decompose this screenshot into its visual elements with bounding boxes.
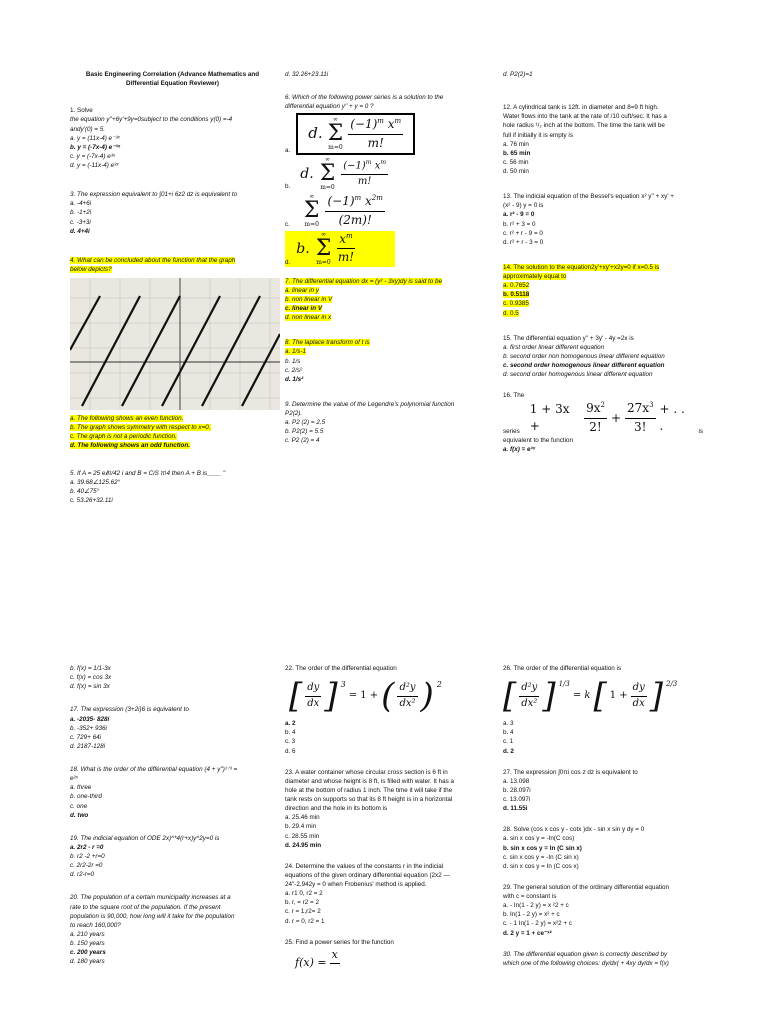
q1-stem: 1. Solve — [70, 107, 93, 115]
question-9 — [285, 400, 490, 446]
q22-equation: [ $\frac{dy}{dx}$ ] $^3$ = 1 + ( $\frac{\text{d²y}}{\text{dx²}}$ ) $^2$ — [289, 676, 442, 717]
q22-option-d: d. 6 — [285, 747, 296, 755]
question-28 — [503, 825, 703, 871]
question-20 — [70, 893, 275, 966]
question-26 — [503, 664, 703, 756]
periodic-graph-image — [70, 278, 280, 410]
q17-option-a: a. -2035- 828i — [70, 715, 110, 723]
question-29 — [503, 883, 703, 938]
q27-option-b: b. 28.097i — [503, 786, 531, 794]
q28-option-b: b. sin x cos y = In (C sin x) — [503, 844, 582, 852]
q1-option-b: b. y = (-7x-4) e⁻³ˣ — [70, 143, 121, 151]
q1-option-a: a. y = (11x-4) e⁻³ˣ — [70, 134, 120, 142]
q23-stem-4: tank rests on supports so that its 8 ft height is in a horizontal — [285, 796, 453, 803]
den: (2m)! — [338, 212, 372, 227]
q6-option-d — [285, 231, 395, 267]
q13-option-d: d. r² + r - 3 = 0 — [503, 238, 544, 246]
q4-option-a: a. The following shows an even function. — [70, 415, 184, 422]
q27-option-d: d. 11.55i — [503, 805, 528, 813]
q30-stem: 30. The differential equation given is correctly described by — [503, 950, 668, 958]
q9-stem-2: P2(2). — [285, 410, 303, 418]
q23-option-b: b. 29.4 min — [285, 823, 317, 831]
dy: dy — [631, 681, 647, 697]
q6-stem-2: differential equation y'' + y = 0 ? — [285, 103, 374, 111]
num-base: (−1) — [350, 117, 378, 132]
q24-stem-3: 24"-2,942y = 0 when Frobenius' method is applied. — [285, 881, 427, 888]
sigma-symbol: ∞ Σ m=0 — [319, 156, 336, 192]
q26-option-a: a. 3 — [503, 720, 514, 728]
q17-option-b: b. -352+ 936i — [70, 724, 107, 732]
q14-stem-2: approximately equal to — [503, 273, 567, 280]
q6-a-frac — [348, 116, 403, 152]
q24-option-b: b. r, = r2 = 2 — [285, 899, 319, 907]
doc-title-line-2: Differential Equation Reviewer) — [125, 80, 220, 88]
question-14 — [503, 263, 703, 318]
q27-option-c: c. 13.097i — [503, 796, 531, 803]
q23-stem-3: hole at the bottom of radius 1 inch. The time it will take if the — [285, 786, 453, 794]
q13-stem: 13. The indicial equation of the Bessel's equation x² y'' + xy' + — [503, 193, 674, 201]
q6-b-label: b. — [285, 183, 291, 191]
q9-option-c: c. P2 (2) = 4 — [285, 437, 320, 445]
q17-option-d: d. 2187-128i — [70, 742, 106, 750]
q18-option-d: d. two — [70, 811, 89, 819]
q24-option-a: a. r1 0, r2 = 2 — [285, 890, 323, 898]
q17-option-c: c. 729+ 64i — [70, 733, 101, 741]
dx2: dx² — [521, 697, 538, 709]
q1-stem-2: the equation y''+6y'+9y=0subject to the conditions y(0) =-4 — [70, 116, 233, 124]
q29-stem: 29. The general solution of the ordinary differential equation — [503, 883, 670, 891]
q15-option-d: d. second order homogenous linear different equation — [503, 371, 653, 379]
q7-option-c: c. linear in V — [285, 305, 323, 313]
sigma-symbol: ∞ Σ m=0 — [315, 230, 332, 266]
q6-option-b — [285, 157, 490, 191]
sum-lower: m=0 — [328, 144, 343, 152]
den: m! — [357, 175, 372, 187]
series-term-1: 1 + 3x + — [529, 401, 570, 434]
sum-upper: ∞ — [309, 193, 315, 201]
den: m! — [337, 250, 355, 265]
sigma-symbol: ∞ Σ m=0 — [327, 116, 344, 152]
q4-option-b: b. The graph shows symmetry with respect to x=0. — [70, 424, 211, 432]
q6-d-frac — [337, 231, 354, 267]
dy: dy — [305, 681, 321, 697]
sum-upper: ∞ — [320, 230, 326, 238]
series-term-3 — [625, 400, 656, 436]
q6-option-a — [285, 113, 490, 155]
q27-option-a: a. 13.098 — [503, 777, 530, 785]
q24-stem: 24. Determine the values of the constants r in the indicial — [285, 862, 444, 870]
sum-upper: ∞ — [324, 156, 330, 164]
q5-option-d: d. 32.26+23.11i — [285, 71, 329, 78]
exp-2: 2 — [436, 680, 442, 690]
q24-option-d: d. r = 0, r2 = 1 — [285, 917, 325, 925]
column-4 — [70, 664, 275, 966]
q14-stem: 14. The solution to the equation2y'+xy'+x2y=0 if x=0.5 is — [503, 263, 660, 271]
q7-option-d: d. non linear in x — [285, 314, 332, 322]
q9-stem: 9. Determine the value of the Legendre's polynomial function — [285, 400, 455, 408]
num-x: x — [387, 117, 395, 132]
t2-exp: 2 — [600, 401, 605, 410]
q13-option-a: a. r² - 9 = 0 — [503, 211, 535, 219]
q25-num: x — [330, 947, 340, 964]
question-23 — [285, 768, 495, 850]
question-30 — [503, 950, 703, 968]
q16-stem-2: equivalent to the function — [503, 437, 574, 445]
q8-stem: 8. The laplace transform of t is — [285, 339, 370, 347]
q12-option-b: b. 65 min — [503, 149, 531, 157]
q15-stem: 15. The differential equation y'' + 3y' - 4y =2x is — [503, 334, 634, 342]
column-1 — [70, 70, 275, 505]
q30-stem-2: which one of the following choices: dy/dx( + 4xy dy/dx = f(x) — [503, 959, 669, 967]
q18-option-c: c. one — [70, 802, 88, 810]
q25-formula — [295, 947, 495, 980]
sum-upper: ∞ — [332, 116, 338, 124]
q16-series-row — [503, 400, 703, 436]
t3-num: 27x — [627, 401, 650, 416]
q4-stem: 4. What can be concluded about the function that the graph — [70, 256, 236, 264]
q22-option-c: c. 3 — [285, 738, 296, 746]
q26-d2ydx2 — [519, 681, 539, 711]
sum-lower: m=0 — [304, 221, 319, 229]
q1-stem-3: andy'(0) = 5. — [70, 125, 105, 133]
q26-option-d: d. 2 — [503, 747, 514, 755]
q29-option-c: c. - 1 In(1 - 2 y) = x²2 + c — [503, 920, 572, 928]
q24-stem-2: equations of the given ordinary differential equation (2x2 — — [285, 871, 450, 879]
q19-option-b: b. r2 -2 +r=0 — [70, 853, 105, 860]
t2-den: 2! — [589, 419, 602, 434]
q19-stem: 19. The indicial equation of ODE 2x)^*4(r+x)y^2y=0 is — [70, 834, 220, 842]
q26-option-c: c. 1 — [503, 738, 514, 746]
q3-option-a: a. -4+6i — [70, 200, 92, 208]
q3-option-c: c. -3+3i — [70, 218, 91, 226]
q15-option-b: b. second order non homogenous linear different equation — [503, 352, 665, 360]
q13-option-c: c. r² + r - 9 = 0 — [503, 229, 543, 237]
q5-option-c: c. 53.26+32.11i — [70, 496, 113, 504]
q12-stem-4: full if initially it is empty is — [503, 131, 573, 139]
question-6 — [285, 93, 490, 267]
q14-option-b: b. 0.5118 — [503, 291, 530, 299]
q15-option-c: c. second order homogenous linear different equation — [503, 362, 665, 369]
question-3 — [70, 190, 275, 236]
num-exp: m — [365, 158, 372, 166]
q8-option-c: c. 2/s² — [285, 366, 303, 374]
q6-a-label: a. — [285, 147, 291, 155]
t3-exp: 3 — [649, 401, 654, 410]
column-6 — [503, 664, 703, 968]
q8-option-b: b. 1/s — [285, 357, 301, 365]
q20-option-c: c. 200 years — [70, 949, 106, 957]
q27-stem: 27. The expression ∫0πi cos z dz is equivalent to — [503, 768, 638, 776]
question-8 — [285, 338, 490, 384]
question-27 — [503, 768, 703, 814]
q14-option-c: c. 0.9385 — [503, 300, 529, 308]
question-13 — [503, 192, 703, 247]
q20-option-b: b. 150 years — [70, 940, 105, 947]
num-exp: m — [354, 194, 362, 203]
q26-equation: [ $\frac{\text{d²y}}{\text{dx²}}$ ] $^{1/3}$ = k [ 1 + $\frac{dy}{dx}$ ] $^{2/3}$ — [503, 676, 678, 717]
q4-option-c: c. The graph is not a periodic function. — [70, 433, 177, 441]
q26-option-b: b. 4 — [503, 729, 514, 737]
q12-option-a: a. 76 min — [503, 140, 529, 148]
question-16 — [503, 391, 703, 454]
den: m! — [367, 135, 384, 150]
q12-option-c: c. 56 min — [503, 158, 529, 166]
q22-option-b: b. 4 — [285, 729, 296, 737]
q5-option-a: a. 39.68∠125.62° — [70, 478, 121, 486]
q16-series-formula: 1 + 3x + $\frac{9x^2}{2!}$ + $\frac{27x^3}{3!}$ + . . . — [530, 400, 691, 436]
q23-stem: 23. A water container whose circular cross section is 6 ft in — [285, 768, 448, 776]
q20-stem-2: rate to the square root of the population. If the present — [70, 903, 221, 911]
q18-option-a: a. three — [70, 784, 92, 792]
one-plus: 1 + — [609, 689, 628, 701]
q19-option-a: a. 2r2 - r =0 — [70, 843, 104, 851]
question-4 — [70, 256, 275, 451]
sigma-symbol: ∞ Σ m=0 — [303, 193, 320, 229]
q6-d-label: d. — [285, 258, 291, 266]
num-exp: m — [377, 117, 384, 126]
q22-option-a: a. 2 — [285, 720, 296, 728]
question-17 — [70, 705, 275, 751]
exp-3: 3 — [340, 680, 346, 690]
column-2 — [285, 70, 490, 446]
q16-stem: 16. The — [503, 392, 525, 400]
q18-stem: 18. What is the order of the differential equation (4 + y'')¹ᐟ³ = — [70, 766, 238, 773]
q18-stem-2: e²ˣ — [70, 775, 78, 783]
num-x: x — [365, 194, 372, 209]
q29-option-a: a. - In(1 - 2 y) = x ²2 + c — [503, 902, 569, 910]
q23-stem-2: diameter and whose height is 8 ft, is filled with water. It has a — [285, 777, 455, 785]
q16-option-c: c. f(x) = cos 3x — [70, 674, 112, 682]
q12-option-d: d. 50 min — [503, 168, 529, 175]
q22-dydx — [305, 681, 321, 711]
q29-option-b: b. In(1 - 2 y) = x² + c — [503, 911, 560, 919]
q23-stem-5: direction and the hole in its bottom is — [285, 805, 388, 813]
num-x-exp: 2m — [371, 194, 383, 203]
q12-stem: 12. A cylindrical tank is 12ft. in diameter and 8=9 ft high. — [503, 104, 659, 112]
question-19 — [70, 834, 275, 880]
num-x: x — [339, 231, 347, 246]
q24-option-c: c. r = 1,r2= 2 — [285, 908, 321, 916]
column-3 — [503, 70, 703, 454]
num-x-exp: m — [380, 158, 387, 166]
q7-option-b: b. non linear in V — [285, 295, 333, 303]
question-18 — [70, 765, 275, 820]
q3-stem: 3. The expression equivalent to ∫01+i 6z2 dz is equivalent to — [70, 191, 238, 199]
q13-stem-2: (x² - 9) y = 0 is — [503, 202, 544, 210]
num-base: (−1) — [327, 194, 355, 209]
q8-option-d: d. 1/s² — [285, 375, 304, 383]
q23-option-a: a. 25.46 min — [285, 814, 320, 822]
q5-stem: 5. If A = 25 e𝒊π/42 i and B = CiS π\4 then A + B is____ " — [70, 469, 226, 477]
q23-option-d: d. 24.95 min — [285, 841, 322, 849]
q16-option-d: d. f(x) = sin 3x — [70, 683, 110, 691]
q8-option-a: a. 1/s-1 — [285, 348, 306, 356]
num-x: x — [374, 160, 381, 172]
dx: dx — [632, 697, 645, 709]
q19-option-c: c. 2r2-2r =0 — [70, 862, 103, 870]
num-x-exp: m — [394, 117, 402, 126]
exp-1-3: 1/3 — [558, 680, 570, 689]
q7-stem: 7. The differential equation dx = (y² - 3xy)dy is said to be — [285, 277, 442, 285]
q6-c-frac — [325, 193, 384, 229]
t2-num: 9x — [586, 401, 601, 416]
q1-option-d: d. y = (-11x-4) e³ˣ — [70, 162, 119, 169]
q5-option-b: b. 40∠75° — [70, 487, 100, 495]
q6-a-formula — [296, 113, 415, 155]
q3-option-d: d. 4+4i — [70, 227, 90, 235]
q25-frac — [330, 947, 340, 980]
eq-k: = k — [572, 689, 591, 701]
q6-b-inner-label: d. — [300, 166, 314, 182]
q12-stem-2: Water flows into the tank at the rate of /10 cuft/sec. It has a — [503, 113, 667, 121]
q20-stem-4: to reach 160,000? — [70, 921, 121, 929]
sawtooth-graph — [70, 278, 280, 410]
q6-c-label: c. — [285, 220, 290, 228]
q20-option-a: a. 210 years — [70, 930, 105, 938]
q6-b-frac — [341, 159, 388, 189]
t3-den: 3! — [634, 419, 647, 434]
q9-option-b: b. P2(2) = 5.5 — [285, 428, 324, 436]
q28-stem: 28. Solve (cos x cos y - cotx )dx - sin x sin y dy = 0 — [503, 826, 645, 834]
q13-option-b: b. r² + 3 = 0 — [503, 220, 536, 228]
q14-option-d: d. 0.5 — [503, 309, 519, 317]
num-x-exp: m — [346, 231, 353, 240]
q28-option-c: c. sin x cos y = -In (C sin x) — [503, 853, 579, 861]
q6-a-inner-label: d. — [308, 124, 323, 143]
d2y: d²y — [519, 681, 539, 697]
q23-option-c: c. 28.55 min — [285, 832, 320, 840]
q17-stem: 17. The expression (3+2i)6 is equivalent to — [70, 706, 189, 714]
q20-stem: 20. The population of a certain municipality increases at a — [70, 894, 231, 902]
q9-option-a: a. P2 (2) = 2.5 — [285, 419, 326, 427]
q29-option-d: d. 2 y = 1 + ce⁻ˣ² — [503, 929, 552, 937]
question-12 — [503, 103, 703, 176]
q7-option-a: a. linear in y — [285, 286, 319, 294]
q22-d2ydx2 — [397, 681, 417, 711]
series-term-2 — [584, 400, 607, 436]
d2y: d²y — [397, 681, 417, 697]
q14-option-a: a. 0.7652 — [503, 282, 530, 290]
q12-stem-3: hole radius ¹/₂ inch at the bottom. The time the tank will be — [503, 122, 665, 130]
q15-option-a: a. first order linear different equation — [503, 343, 605, 351]
q26-stem: 26. The order of the differential equation is — [503, 665, 622, 672]
sum-lower: m=0 — [316, 258, 331, 266]
q20-option-d: d. 180 years — [70, 958, 105, 966]
dx: dx — [307, 697, 320, 709]
question-25 — [285, 938, 495, 980]
question-7 — [285, 277, 490, 323]
q16-is: is — [698, 428, 703, 436]
exp-2-3: 2/3 — [666, 680, 678, 689]
doc-title-line-1: Basic Engineering Correlation (Advance Mathematics and — [85, 71, 260, 78]
dx2: dx² — [399, 697, 416, 709]
q25-fx: f(x) = — [295, 956, 327, 970]
q16-option-a: a. f(x) = e³ˣ — [503, 446, 536, 454]
num-base: (−1) — [343, 160, 366, 172]
q28-option-d: d. sin x cos y = In (C cos x) — [503, 862, 579, 870]
q3-option-b: b. -1+2i — [70, 209, 92, 217]
column-5 — [285, 664, 495, 980]
eq-1plus: = 1 + — [348, 689, 379, 701]
q25-stem: 25. Find a power series for the function — [285, 938, 394, 946]
q9-option-d: d. P2(2)=1 — [503, 71, 533, 78]
question-5 — [70, 469, 275, 506]
q4-option-d: d. The following shows an odd function. — [70, 442, 190, 450]
q19-option-d: d. r2-r=0 — [70, 871, 94, 879]
q20-stem-3: population is 90,000, how long will it take for the population — [70, 912, 235, 920]
q18-option-b: b. one-third — [70, 793, 102, 801]
question-22 — [285, 664, 495, 756]
series-tail: + . . . — [659, 401, 685, 434]
q1-option-c: c. y = (-7x-4) e³ˣ — [70, 152, 115, 160]
q6-option-c — [285, 193, 490, 229]
question-15 — [503, 334, 703, 380]
q26-dydx — [631, 681, 647, 711]
q6-stem: 6. Which of the following power series is a solution to the — [285, 94, 444, 102]
q29-stem-2: with c = constant is — [503, 893, 557, 900]
q6-d-inner-label: b. — [296, 240, 310, 257]
question-24 — [285, 862, 495, 926]
q16-option-b: b. f(x) = 1/1-3x — [70, 665, 111, 672]
q28-option-a: a. sin x cos y = -In(C cos) — [503, 835, 575, 843]
sum-lower: m=0 — [320, 184, 335, 192]
q16-series-label: series — [503, 428, 520, 436]
q22-stem: 22. The order of the differential equation — [285, 665, 397, 672]
question-1 — [70, 106, 275, 170]
q4-stem-2: below depicts? — [70, 265, 112, 273]
